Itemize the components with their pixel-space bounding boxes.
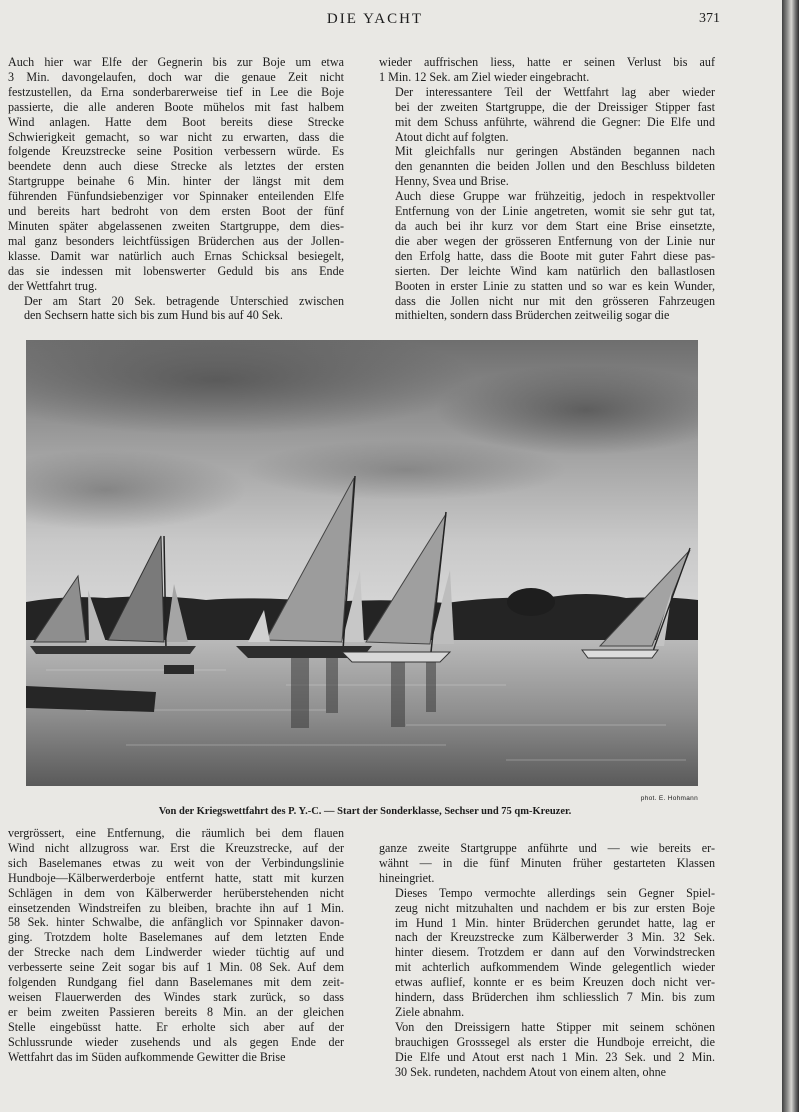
paragraph bbox=[8, 826, 344, 1065]
text-line: Schlägen in dem von Kälberwerder herüberstehenden nicht bbox=[8, 885, 344, 900]
paragraph bbox=[379, 55, 715, 85]
paragraph bbox=[379, 886, 715, 1020]
text-line: Schwierigkeit gemacht, so war nicht zu erwarten, dass die bbox=[8, 129, 344, 144]
text-line: der Wettfahrt trug. bbox=[8, 278, 98, 293]
text-line: den Erfolg hatte, dass die Boote mit guter Fahrt diese pas- bbox=[395, 248, 715, 263]
text-line: hineingriet. bbox=[379, 870, 435, 885]
running-header-title: DIE YACHT bbox=[326, 11, 424, 27]
text-line: im Hund 1 Min. hinter Brüderchen gerundet hatte, lag er bbox=[395, 915, 715, 930]
text-line: Auch diese Gruppe war frühzeitig, jedoch in respektvoller bbox=[395, 189, 715, 204]
text-line: Wind anlagen. Hatte dem Boot bereits diese Strecke bbox=[8, 114, 344, 129]
text-column-bottom-left bbox=[8, 826, 344, 1065]
text-line: Startgruppe beinahe 6 Min. hinter der längst mit dem bbox=[8, 174, 344, 189]
text-line: Minuten später abgelassenen zweiten Startgruppe, dem dies- bbox=[8, 218, 344, 233]
text-line: folgende Kreuzstrecke seine Position verbessern würde. Es bbox=[8, 144, 344, 159]
text-line: führenden Fünfundsiebenziger vor Spinnaker enteilenden Elfe bbox=[8, 189, 344, 204]
text-column-bottom-right bbox=[379, 841, 715, 1080]
text-line: Von den Dreissigern hatte Stipper mit seinem schönen bbox=[395, 1019, 715, 1034]
text-line: zeug nicht mitzuhalten und nachdem er bis zur ersten Boje bbox=[395, 900, 715, 915]
text-line: Ziele abnahm. bbox=[395, 1004, 465, 1019]
text-line: 1 Min. 12 Sek. am Ziel wieder eingebracht. bbox=[379, 69, 590, 84]
text-line: mit dem Schuss anführte, während die Gegner: Die Elfe und bbox=[395, 114, 715, 129]
text-line: da auch bei ihr kurz vor dem Start eine Brise einsetzte, bbox=[395, 218, 715, 233]
text-line: einsetzenden Windstreifen zu bleiben, brachte ihn auf 1 Min. bbox=[8, 900, 344, 915]
paragraph bbox=[379, 189, 715, 323]
paragraph bbox=[379, 841, 715, 886]
text-line: dass die Jollen nicht nur mit den grösseren Fahrzeugen bbox=[395, 293, 715, 308]
text-line: ging. Trotzdem holte Baselemanes auf dem letzten Ende bbox=[8, 930, 344, 945]
text-line: Dieses Tempo vermochte allerdings sein Gegner Spiel- bbox=[395, 885, 715, 900]
photo-illustration bbox=[26, 340, 698, 786]
text-line: Stelle eingebüsst hatte. Er erholte sich aber auf der bbox=[8, 1019, 344, 1034]
text-line: passierte, die alle anderen Boote mühelos mit fast halbem bbox=[8, 99, 344, 114]
text-line: brauchigen Grosssegel als erster die Hundboje erreicht, die bbox=[395, 1034, 715, 1049]
paragraph bbox=[379, 144, 715, 189]
text-line: klasse. Damit war natürlich auch Ernas Schicksal besiegelt, bbox=[8, 248, 344, 263]
text-line: Der interessantere Teil der Wettfahrt lag aber wieder bbox=[395, 84, 715, 99]
text-line: Henny, Svea und Brise. bbox=[395, 174, 509, 189]
photo-credit: phot. E. Hohmann bbox=[640, 795, 698, 802]
text-column-top-right bbox=[379, 55, 715, 323]
text-line: bei der zweiten Startgruppe, die der Dreissiger Stipper fast bbox=[395, 99, 715, 114]
text-line: mit achterlich aufkommendem Winde gelegentlich wieder bbox=[395, 960, 715, 975]
text-line: Hundboje—Kälberwerderboje entfernt hatte, statt mit kurzen bbox=[8, 870, 344, 885]
text-line: er beim zweiten Passieren bereits 8 Min. an der gleichen bbox=[8, 1004, 344, 1019]
page-number: 371 bbox=[699, 11, 720, 26]
text-line: sierten. Der leichte Wind kam natürlich den ballastlosen bbox=[395, 263, 715, 278]
text-line: 3 Min. davongelaufen, doch war die genaue Zeit nicht bbox=[8, 69, 344, 84]
text-line: 58 Sek. hinter Schwalbe, die anfänglich vor Spinnaker davon- bbox=[8, 915, 344, 930]
text-line: Entfernung von der Linie angetreten, womit sie sehr gut tat, bbox=[395, 204, 715, 219]
text-line: mithielten, sondern dass Brüderchen zeitweilig sogar die bbox=[395, 308, 670, 323]
text-line: ganze zweite Startgruppe anführte und — wie bereits er- bbox=[379, 841, 715, 855]
figure-caption: Von der Kriegswettfahrt des P. Y.-C. — Start der Sonderklasse, Sechser und 75 qm-Kreuzer. bbox=[158, 806, 572, 817]
text-line: die aber wegen der grösseren Entfernung von der Linie nur bbox=[395, 233, 715, 248]
text-line: hinter diesem. Trotzdem er dann auf den Vorwindstrecken bbox=[395, 945, 715, 960]
text-line: Auch hier war Elfe der Gegnerin bis zur Boje um etwa bbox=[8, 55, 344, 69]
book-page-edge bbox=[782, 0, 799, 1112]
text-line: wähnt — in die fünf Minuten früher gestarteten Klassen bbox=[379, 855, 715, 870]
text-line: vergrössert, eine Entfernung, die räumlich bei dem flauen bbox=[8, 826, 344, 840]
text-line: Wettfahrt das im Süden aufkommende Gewitter die Brise bbox=[8, 1049, 286, 1064]
text-line: Die Elfe und Atout erst nach 1 Min. 23 Sek. und 2 Min. bbox=[395, 1049, 715, 1064]
text-line: hindern, dass Brüderchen ihm schliesslich 7 Min. bis zum bbox=[395, 990, 715, 1005]
text-line: und bereits hart bedroht von dem ersten Boot der fünf bbox=[8, 204, 344, 219]
cloud bbox=[246, 440, 566, 500]
paragraph bbox=[8, 294, 344, 324]
tree-clump bbox=[507, 588, 555, 616]
text-line: wieder auffrischen liess, hatte er seinen Verlust bis auf bbox=[379, 55, 715, 69]
text-line: weisen Flauerwerden des Windes stark zurück, so dass bbox=[8, 989, 344, 1004]
paragraph bbox=[379, 85, 715, 145]
text-line: das sie indessen mit lobenswerter Geduld bis ans Ende bbox=[8, 263, 344, 278]
text-line: Schlussrunde wieder zusehends und als gegen Ende der bbox=[8, 1034, 344, 1049]
text-line: Atout dicht auf folgten. bbox=[395, 129, 509, 144]
text-line: den genannten die beiden Jollen und den Beschluss bildeten bbox=[395, 159, 715, 174]
text-line: etwas auflief, konnte er es beim Kreuzen doch nicht ver- bbox=[395, 975, 715, 990]
paragraph bbox=[379, 1020, 715, 1080]
text-line: Booten in erster Linie zu statten und so war es kein Wunder, bbox=[395, 278, 715, 293]
text-line: 30 Sek. rundeten, nachdem Atout von einem alten, ohne bbox=[395, 1064, 667, 1079]
text-line: nach der Kreuzstrecke zum Kälberwerder 3 Min. 32 Sek. bbox=[395, 930, 715, 945]
text-line: festzustellen, da Erna sonderbarerweise tief in Lee die Boje bbox=[8, 84, 344, 99]
text-line: den Sechsern hatte sich bis zum Hund bis auf 40 Sek. bbox=[24, 308, 283, 323]
text-line: der Strecke nach dem Lindwerder wieder tüchtig auf und bbox=[8, 945, 344, 960]
text-column-top-left bbox=[8, 55, 344, 323]
text-line: beendete denn auch diese Strecke als letztes der ersten bbox=[8, 159, 344, 174]
text-line: mal ganz besonders leichtfüssigen Brüderchen aus der Jollen- bbox=[8, 233, 344, 248]
text-line: Wind nicht allzugross war. Erst die Kreuzstrecke, auf der bbox=[8, 840, 344, 855]
text-line: sich Baselemanes etwas zu weit von der Verbindungslinie bbox=[8, 855, 344, 870]
paragraph bbox=[8, 55, 344, 294]
sailing-regatta-photo bbox=[26, 340, 698, 786]
text-line: folgenden Rundgang fiel dann Baselemanes mit dem zeit- bbox=[8, 975, 344, 990]
small-dinghy bbox=[164, 665, 194, 674]
text-line: verbesserte seine Zeit sogar bis auf 1 Min. 08 Sek. Auf dem bbox=[8, 960, 344, 975]
text-line: Der am Start 20 Sek. betragende Unterschied zwischen bbox=[24, 293, 344, 308]
text-line: Mit gleichfalls nur geringen Abständen begannen nach bbox=[395, 144, 715, 159]
